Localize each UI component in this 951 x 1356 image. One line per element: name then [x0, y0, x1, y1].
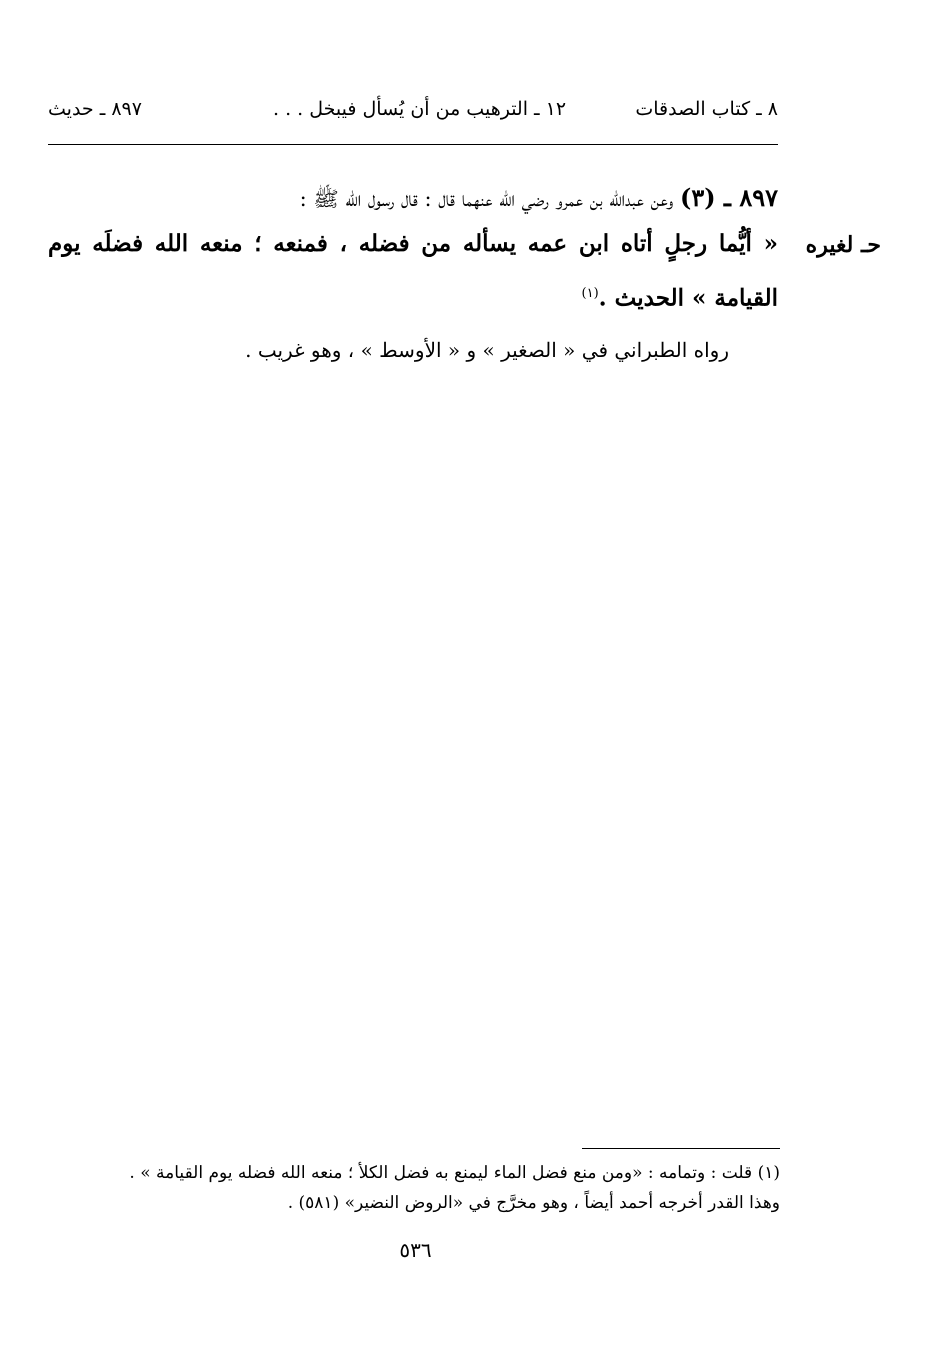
hadith-isnad: وعن عبدالله بن عمرو رضي الله عنهما قال : قال رسول الله ﷺ :	[299, 187, 674, 211]
hadith-intro-line	[48, 178, 778, 219]
page-number: ٥٣٦	[399, 1238, 432, 1262]
footnote	[48, 1158, 780, 1218]
hadith-matn: « أيُّما رجلٍ أتاه ابن عمه يسأله من فضله ، فمنعه ؛ منعه الله فضلَه يوم القيامة » الحديث .	[48, 230, 778, 312]
hadith-text	[48, 219, 778, 324]
source-note: رواه الطبراني في « الصغير » و « الأوسط » ، وهو غريب .	[245, 338, 729, 362]
header-divider	[48, 144, 778, 145]
footnote-line-1: (١) قلت : وتمامه : «ومن منع فضل الماء ليمنع به فضل الكلأ ؛ منعه الله فضله يوم القيامة » .	[129, 1163, 780, 1183]
footnote-reference: (١)	[581, 286, 599, 301]
hadith-number: ٨٩٧ ـ (٣)	[679, 183, 778, 212]
footnote-line-2: وهذا القدر أخرجه أحمد أيضاً ، وهو مخرَّج في «الروض النضير» (٥٨١) .	[287, 1193, 780, 1213]
header-section-title: ١٢ ـ الترهيب من أن يُسأل فيبخل . . .	[273, 98, 567, 120]
header-chapter-title: ٨ ـ كتاب الصدقات	[635, 98, 778, 120]
hadith-grade: حـ لغيره	[805, 232, 881, 258]
hadith-block	[48, 178, 778, 324]
footnote-divider	[582, 1148, 780, 1149]
running-header	[48, 92, 778, 128]
header-hadith-ref: ٨٩٧ ـ حديث	[48, 98, 142, 120]
